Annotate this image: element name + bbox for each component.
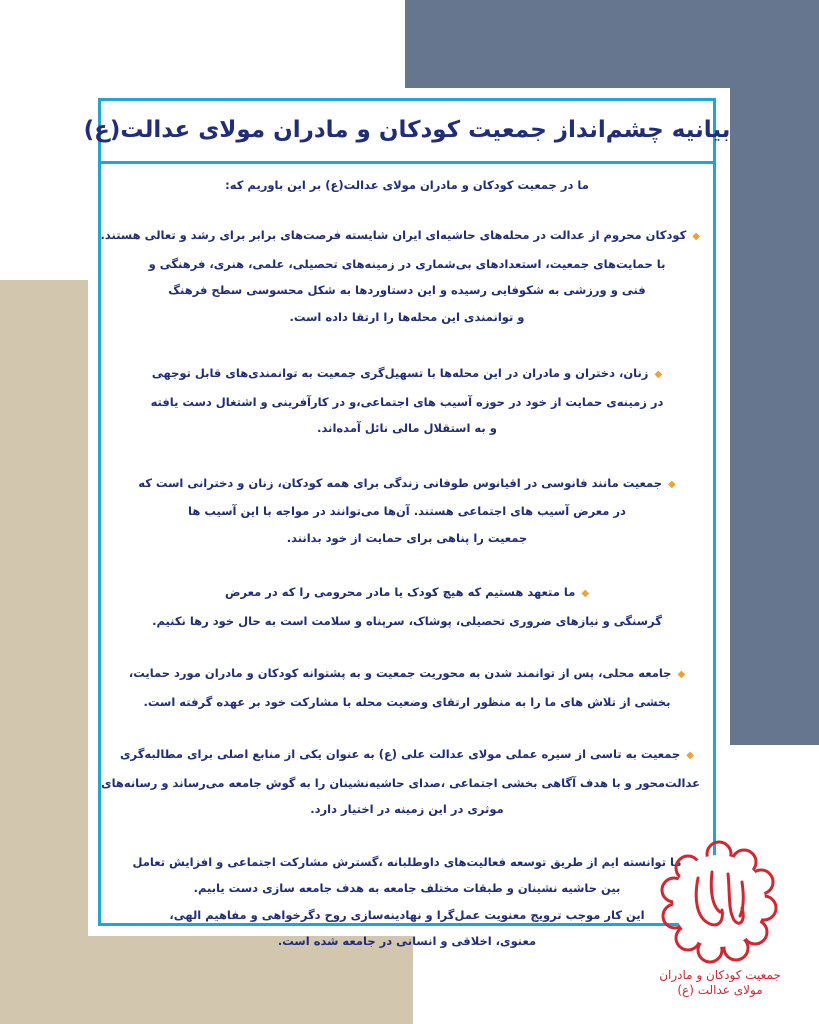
item-line: و به استقلال مالی نائل آمده‌اند.: [317, 421, 497, 435]
list-item: [100, 470, 714, 552]
diamond-bullet-icon: ◆: [668, 478, 676, 490]
item-line: در معرض آسیب های اجتماعی هستند. آن‌ها می‌توانند در مواجه با این آسیب ها: [188, 504, 626, 518]
item-line: ◆جامعه محلی، پس از توانمند شدن به محوریت جمعیت و به پشتوانه کودکان و مادران مورد حمایت،: [128, 666, 686, 680]
item-line: گرسنگی و نیازهای ضروری تحصیلی، پوشاک، سرپناه و سلامت است به حال خود رها نکنیم.: [152, 613, 662, 628]
diamond-bullet-icon: ◆: [686, 750, 694, 761]
diamond-bullet-icon: ◆: [654, 369, 663, 380]
item-line: ◆جمعیت به تاسی از سیره عملی مولای عدالت علی (ع) به عنوان یکی از منابع اصلی برای مطالبه‌گری: [120, 747, 694, 761]
title-bar: [83, 98, 731, 164]
closing-line: بین حاشیه نشینان و طبقات مختلف جامعه به هدف جامعه سازی دست یابیم.: [193, 881, 621, 895]
item-line: ◆جمعیت مانند فانوسی در اقیانوس طوفانی زندگی برای همه کودکان، زنان و دخترانی است که: [138, 475, 676, 490]
item-line: در زمینه‌ی حمایت از خود در حوزه آسیب های اجتماعی،و در کارآفرینی و اشتغال دست یافته: [150, 394, 664, 409]
item-line: ◆ما متعهد هستیم که هیچ کودک یا مادر محرومی را که در معرض: [224, 585, 590, 599]
closing-line: این کار موجب ترویج معنویت عمل‌گرا و نهادینه‌سازی روح دگرخواهی و مفاهیم الهی،: [169, 907, 645, 922]
item-line: عدالت‌محور و با هدف آگاهی بخشی اجتماعی ،صدای حاشیه‌نشینان را به گوش جامعه می‌رساند و رسانه‌های: [101, 775, 700, 790]
item-line: با حمایت‌های جمعیت، استعدادهای بی‌شماری در زمینه‌های تحصیلی، علمی، هنری، فرهنگی و: [148, 256, 666, 271]
item-line: موثری در این زمینه در اختیار دارد.: [310, 802, 504, 816]
closing-line: معنوی، اخلاقی و انسانی در جامعه شده است.: [277, 934, 537, 948]
intro-text: ما در جمعیت کودکان و مادران مولای عدالت(ع) بر این باوریم که:: [225, 178, 589, 192]
diamond-bullet-icon: ◆: [581, 588, 590, 599]
closing-paragraph: [100, 849, 714, 955]
item-line: فنی و ورزشی به شکوفایی رسیده و این دستاوردها به شکل محسوسی سطح فرهنگ: [168, 283, 646, 297]
item-line: و توانمندی این محله‌ها را ارتقا داده است.: [289, 309, 525, 324]
item-line: بخشی از تلاش های ما را به منظور ارتقای وضعیت محله با مشارکت خود بر عهده گرفته است.: [143, 694, 671, 709]
page-title: بیانیه چشم‌انداز جمعیت کودکان و مادران مولای عدالت(ع): [83, 116, 731, 143]
item-line: ◆زنان، دختران و مادران در این محله‌ها با تسهیل‌گری جمعیت به توانمندی‌های قابل توجهی: [151, 366, 663, 380]
organization-logo-icon: [658, 838, 780, 964]
list-item: [100, 579, 714, 634]
item-line: جمعیت را پناهی برای حمایت از خود بدانند.: [286, 530, 528, 545]
item-line: ◆کودکان محروم از عدالت در محله‌های حاشیه‌ای ایران شایسته فرصت‌های برابر برای رشد و تعالی هستند.: [100, 228, 700, 242]
list-item: [100, 741, 714, 823]
statement-body: [100, 166, 714, 955]
list-item: [100, 660, 714, 715]
diamond-bullet-icon: ◆: [677, 669, 686, 680]
list-item: [100, 360, 714, 442]
diamond-bullet-icon: ◆: [692, 231, 700, 242]
list-item: [100, 222, 714, 330]
logo-caption: [630, 968, 810, 998]
logo-caption-line: جمعیت کودکان و مادران: [659, 968, 781, 982]
closing-line: ما توانسته ایم از طریق توسعه فعالیت‌های داوطلبانه ،گسترش مشارکت اجتماعی و افزایش تعامل: [132, 854, 682, 869]
logo-caption-line: مولای عدالت (ع): [677, 983, 763, 997]
